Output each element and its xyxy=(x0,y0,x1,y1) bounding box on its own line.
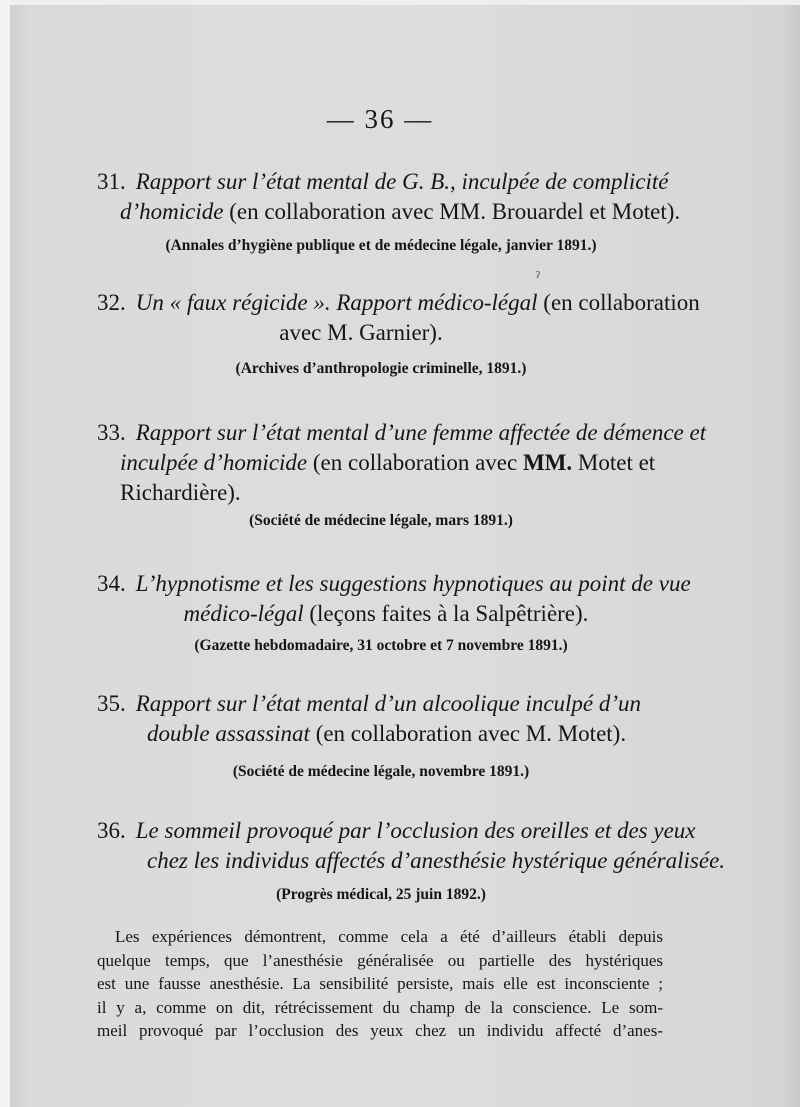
bibliography-entry-36 xyxy=(97,816,726,876)
entry-title: L’hypnotisme et les suggestions hypnotiques au point de vue xyxy=(135,571,691,596)
entry-note-cont: avec M. Garnier). xyxy=(279,320,443,345)
stray-mark: ˀ xyxy=(536,269,540,286)
entry-source-31: (Annales d’hygiène publique et de médecine légale, janvier 1891.) xyxy=(165,237,597,254)
entry-title-cont: double assassinat xyxy=(147,721,310,746)
entry-note-cont: Richardière). xyxy=(120,480,241,505)
entry-number: 32. xyxy=(97,290,126,315)
entry-number: 31. xyxy=(97,169,126,194)
entry-note: (leçons faites à la Salpêtrière). xyxy=(303,601,589,626)
entry-number: 34. xyxy=(97,571,126,596)
entry-title: Rapport sur l’état mental d’une femme affectée de démence et xyxy=(135,420,707,445)
entry-title: Un « faux régicide ». Rapport médico-légal xyxy=(135,290,538,315)
body-paragraph xyxy=(97,925,663,1043)
entry-note-end: Motet et xyxy=(572,450,656,475)
entry-title-cont: d’homicide xyxy=(120,199,224,224)
entry-number: 36. xyxy=(97,818,126,843)
paragraph-line: est une fausse anesthésie. La sensibilité persiste, mais elle est inconsciente ; xyxy=(97,974,663,993)
entry-title-cont: médico-légal xyxy=(183,601,304,626)
entry-source-33: (Société de médecine légale, mars 1891.) xyxy=(249,512,513,529)
page-edge-left xyxy=(0,0,10,1107)
entry-note: (en collaboration avec M. Motet). xyxy=(309,721,627,746)
entry-number: 35. xyxy=(97,691,126,716)
entry-title-cont: inculpée d’homicide xyxy=(120,450,308,475)
bibliography-entry-34 xyxy=(97,569,691,629)
entry-note-bold: MM. xyxy=(522,450,573,475)
entry-source-35: (Société de médecine légale, novembre 1891.) xyxy=(232,763,530,780)
page-number: — 36 — xyxy=(326,104,434,134)
bibliography-entry-33 xyxy=(97,418,707,508)
bibliography-entry-35 xyxy=(97,689,665,749)
page-edge-top xyxy=(0,0,800,5)
bibliography-entry-32 xyxy=(97,288,700,348)
entry-source-34: (Gazette hebdomadaire, 31 octobre et 7 novembre 1891.) xyxy=(194,637,568,654)
entry-source-36: (Progrès médical, 25 juin 1892.) xyxy=(276,886,486,903)
entry-note: (en collaboration avec xyxy=(307,450,523,475)
paragraph-line: Les expériences démontrent, comme cela a été d’ailleurs établi depuis xyxy=(115,927,663,946)
entry-note: (en collaboration avec MM. Brouardel et Motet). xyxy=(223,199,681,224)
entry-title-cont: chez les individus affectés d’anesthésie hystérique généralisée. xyxy=(147,848,726,873)
entry-title: Le sommeil provoqué par l’occlusion des oreilles et des yeux xyxy=(135,818,696,843)
paragraph-line: meil provoqué par l’occlusion des yeux chez un individu affecté d’anes- xyxy=(97,1021,663,1040)
entry-source-32: (Archives d’anthropologie criminelle, 1891.) xyxy=(235,360,527,377)
bibliography-entry-31 xyxy=(97,167,681,227)
paragraph-line: il y a, comme on dit, rétrécissement du champ de la conscience. Le som- xyxy=(97,997,663,1017)
entry-title: Rapport sur l’état mental de G. B., inculpée de complicité xyxy=(135,169,669,194)
entry-number: 33. xyxy=(97,420,126,445)
paragraph-line: quelque temps, que l’anesthésie généralisée ou partielle des hystériques xyxy=(97,950,663,970)
entry-title: Rapport sur l’état mental d’un alcoolique inculpé d’un xyxy=(135,691,642,716)
entry-note: (en collaboration xyxy=(537,290,700,315)
